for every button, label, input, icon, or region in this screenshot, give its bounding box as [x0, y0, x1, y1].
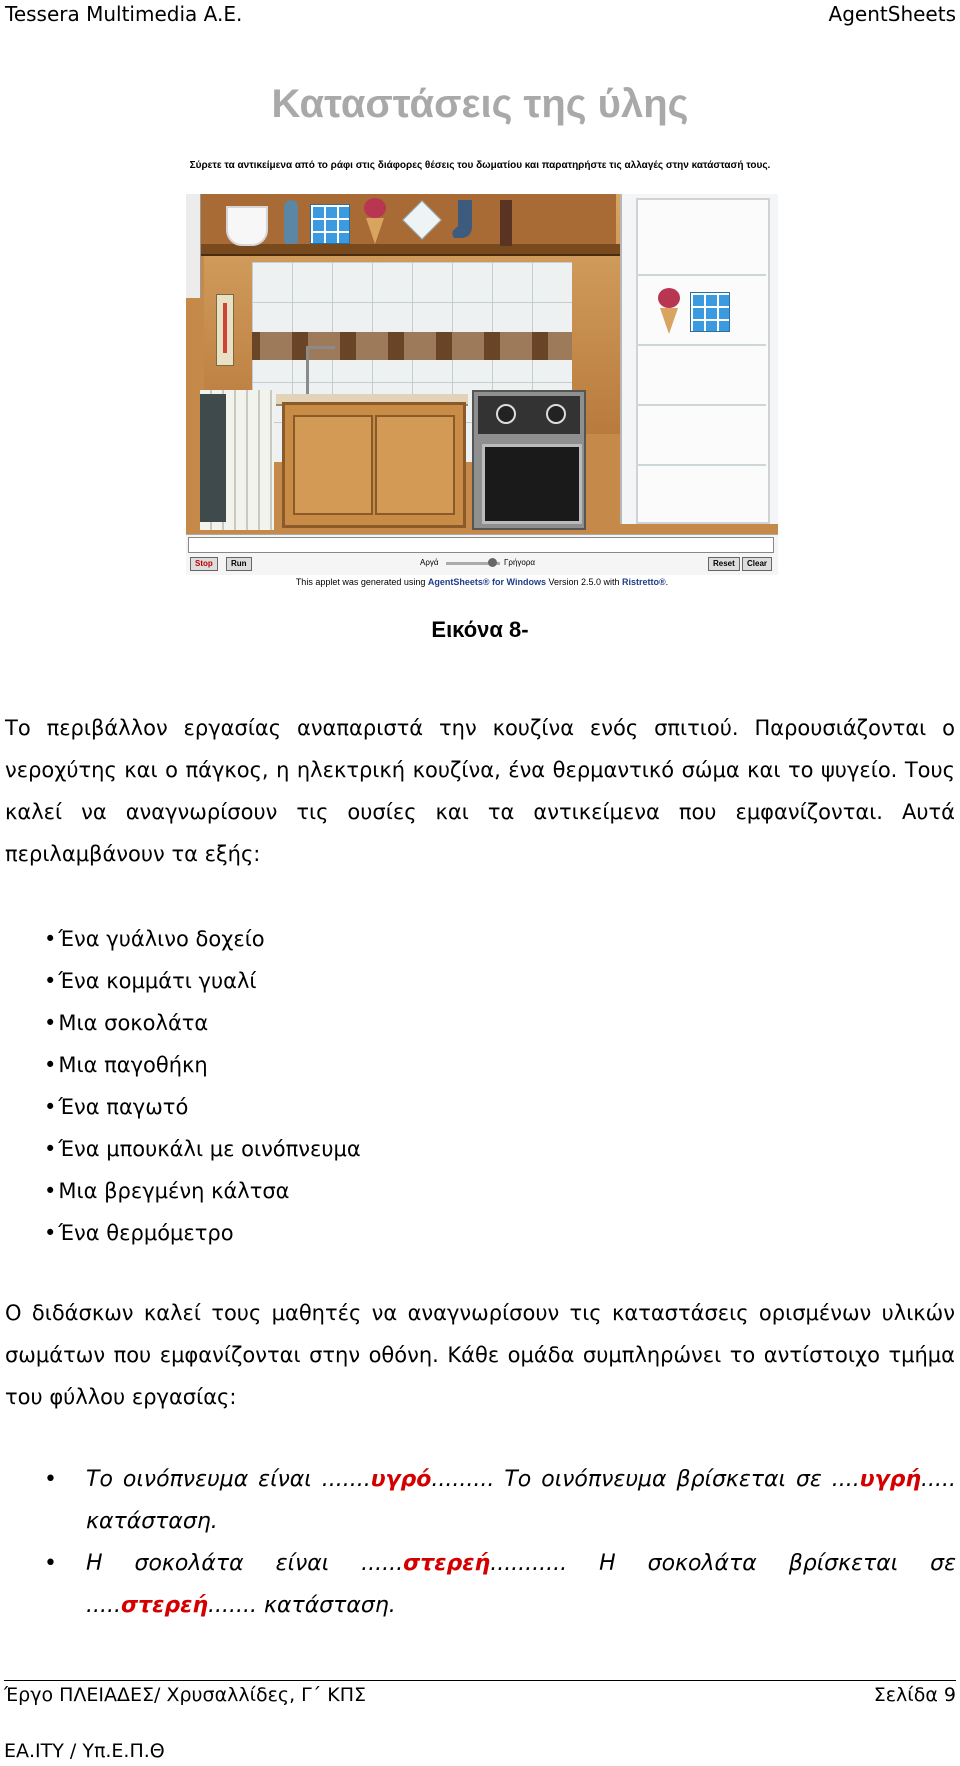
applet-message-field[interactable] — [188, 537, 774, 553]
list-item: •Ένα κομμάτι γυαλί — [44, 969, 257, 993]
reset-button[interactable]: Reset — [708, 557, 740, 571]
agentsheets-link[interactable]: AgentSheets® for Windows — [427, 577, 546, 587]
radiator-heater — [200, 390, 274, 530]
speed-slider[interactable] — [446, 562, 500, 565]
clear-button[interactable]: Clear — [742, 557, 772, 571]
wet-sock-icon[interactable] — [450, 198, 486, 242]
list-item: •Μια βρεγμένη κάλτσα — [44, 1179, 290, 1203]
cabinet-door-left — [293, 415, 373, 515]
applet-credit: This applet was generated using AgentSheets® for Windows Version 2.5.0 with Ristretto®. — [295, 577, 669, 587]
list-item: •Ένα γυάλινο δοχείο — [44, 927, 265, 951]
page-number: Σελίδα 9 — [873, 1684, 956, 1706]
tile-border — [252, 332, 572, 360]
speed-fast-label: Γρήγορα — [504, 558, 536, 567]
footer-divider — [4, 1680, 956, 1681]
electric-stove — [472, 390, 586, 530]
ice-cream-icon[interactable] — [364, 198, 386, 244]
applet-title: Καταστάσεις της ύλης — [271, 82, 689, 126]
kitchen-counter — [282, 402, 466, 528]
second-paragraph: Ο διδάσκων καλεί τους μαθητές να αναγνωρίσουν τις καταστάσεις ορισμένων υλικών σωμάτων που εμφανίζονται στην οθόνη. Κάθε ομάδα συμπληρώνει το αντίστοιχο τμήμα του φύλλου εργασίας: — [5, 1301, 955, 1409]
intro-paragraph: Το περιβάλλον εργασίας αναπαριστά την κουζίνα ενός σπιτιού. Παρουσιάζονται ο νεροχύτης και ο πάγκος, η ηλεκτρική κουζίνα, ένα θερμαντικό σώμα και το ψυγείο. Τους καλεί να αναγνωρίσουν τις ουσίες και τα αντικείμενα που εμφανίζονται. Αυτά περιλαμβάνουν τα εξής: — [5, 716, 955, 866]
alcohol-bottle-icon[interactable] — [284, 200, 298, 244]
worksheet-item: • Το οινόπνευμα είναι .......υγρό......... Το οινόπνευμα βρίσκεται σε ....υγρή..... κατάσταση. — [44, 1467, 956, 1534]
ice-cream-in-fridge-icon[interactable] — [658, 288, 680, 334]
ristretto-link[interactable]: Ristretto® — [622, 577, 666, 587]
list-item: •Ένα μπουκάλι με οινόπνευμα — [44, 1137, 361, 1161]
thermometer-icon[interactable] — [216, 294, 234, 366]
footer-institution: ΕΑ.ΙΤΥ / Υπ.Ε.Π.Θ — [4, 1740, 165, 1762]
worksheet-answers — [44, 1459, 956, 1627]
stop-button[interactable]: Stop — [190, 557, 218, 571]
refrigerator — [620, 194, 778, 524]
applet-instruction: Σύρετε τα αντικείμενα από το ράφι στις διάφορες θέσεις του δωματίου και παρατηρήστε τις αλλαγές στην κατάστασή τους. — [189, 160, 771, 171]
stove-knob-icon — [496, 404, 516, 424]
header-product: AgentSheets — [828, 2, 956, 26]
ice-tray-icon[interactable] — [310, 204, 350, 244]
kitchen-scene — [186, 194, 778, 534]
shelf — [192, 244, 622, 256]
list-item: •Μια παγοθήκη — [44, 1053, 208, 1077]
list-item: •Ένα παγωτό — [44, 1095, 189, 1119]
answer-text: υγρό — [370, 1467, 432, 1492]
cabinet-door-right — [375, 415, 455, 515]
footer-project: Έργο ΠΛΕΙΑΔΕΣ/ Χρυσαλλίδες, Γ΄ ΚΠΣ — [4, 1684, 367, 1706]
applet-tool-palette[interactable] — [186, 194, 201, 298]
applet-control-bar — [186, 534, 778, 575]
worksheet-item: • Η σοκολάτα είναι ......στερεή........... Η σοκολάτα βρίσκεται σε .....στερεή....... κατάσταση. — [44, 1551, 956, 1618]
figure-caption: Εικόνα 8- — [431, 617, 529, 642]
list-item: •Ένα θερμόμετρο — [44, 1221, 234, 1245]
object-list — [44, 918, 361, 1254]
list-item: •Μια σοκολάτα — [44, 1011, 209, 1035]
run-button[interactable]: Run — [226, 557, 252, 571]
glass-container-icon[interactable] — [226, 206, 268, 246]
speed-slow-label: Αργά — [420, 558, 439, 567]
faucet — [306, 346, 335, 399]
answer-text: στερεή — [403, 1551, 491, 1576]
stove-knob-icon — [546, 404, 566, 424]
chocolate-icon[interactable] — [500, 200, 512, 246]
oven — [482, 444, 582, 524]
header-company: Tessera Multimedia A.E. — [5, 2, 243, 26]
answer-text: υγρή — [859, 1467, 922, 1492]
ice-tray-in-fridge-icon[interactable] — [690, 292, 730, 332]
answer-text: στερεή — [120, 1593, 209, 1618]
